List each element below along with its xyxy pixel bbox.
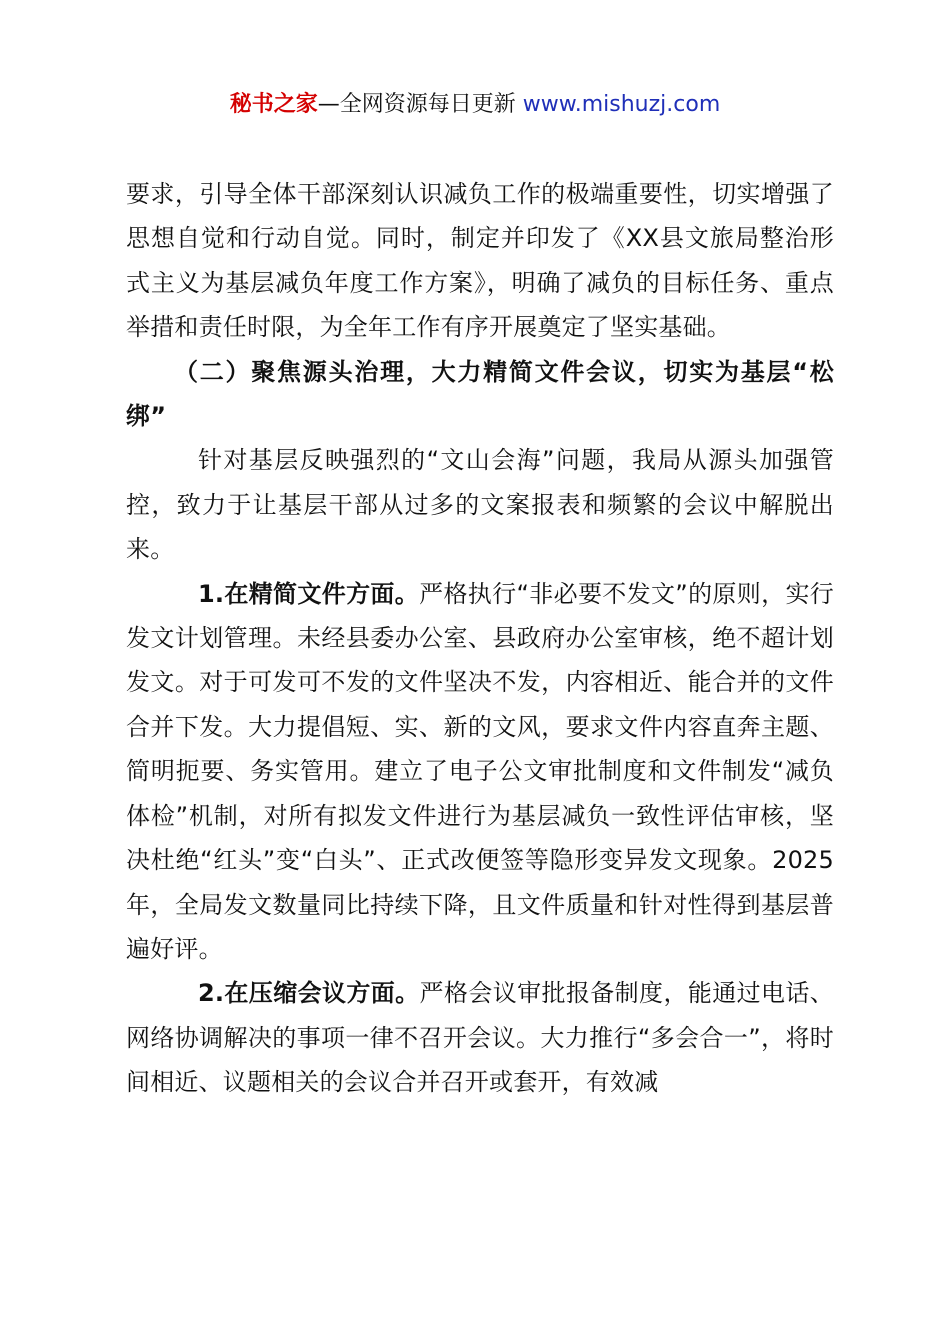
paragraph-text-2: 严格会议审批报备制度，能通过电话、网络协调解决的事项一律不召开会议。大力推行“多会合一”，将时间相近、议题相关的会议合并召开或套开，有效减 xyxy=(126,979,834,1097)
section-heading: （二）聚焦源头治理，大力精简文件会议，切实为基层“松绑” xyxy=(126,357,834,431)
site-url[interactable]: www.mishuzj.com xyxy=(522,92,721,117)
document-body xyxy=(126,172,834,1105)
paragraph-text-1: 严格执行“非必要不发文”的原则，实行发文计划管理。未经县委办公室、县政府办公室审核，绝不超计划发文。对于可发可不发的文件坚决不发，内容相近、能合并的文件合并下发。大力提倡短、实、新的文风，要求文件内容直奔主题、简明扼要、务实管用。建立了电子公文审批制度和文件制发“减负体检”机制，对所有拟发文件进行为基层减负一致性评估审核，坚决杜绝“红头”变“白头”、正式改便签等隐形变异发文现象。2025年，全局发文数量同比持续下降，且文件质量和针对性得到基层普遍好评。 xyxy=(126,579,834,963)
page-header xyxy=(0,88,950,122)
paragraph-lead-2: 2.在压缩会议方面。 xyxy=(198,979,420,1008)
brand-name: 秘书之家 xyxy=(229,92,318,117)
paragraph-continued: 要求，引导全体干部深刻认识减负工作的极端重要性，切实增强了思想自觉和行动自觉。同时，制定并印发了《XX县文旅局整治形式主义为基层减负年度工作方案》，明确了减负的目标任务、重点举措和责任时限，为全年工作有序开展奠定了坚实基础。 xyxy=(126,180,834,342)
paragraph-simplify-documents xyxy=(126,572,834,972)
header-tagline: —全网资源每日更新 xyxy=(317,92,523,117)
paragraph-lead-1: 1.在精简文件方面。 xyxy=(198,579,420,608)
paragraph-compress-meetings xyxy=(126,971,834,1104)
paragraph-intro: 针对基层反映强烈的“文山会海”问题，我局从源头加强管控，致力于让基层干部从过多的文案报表和频繁的会议中解脱出来。 xyxy=(126,446,834,564)
